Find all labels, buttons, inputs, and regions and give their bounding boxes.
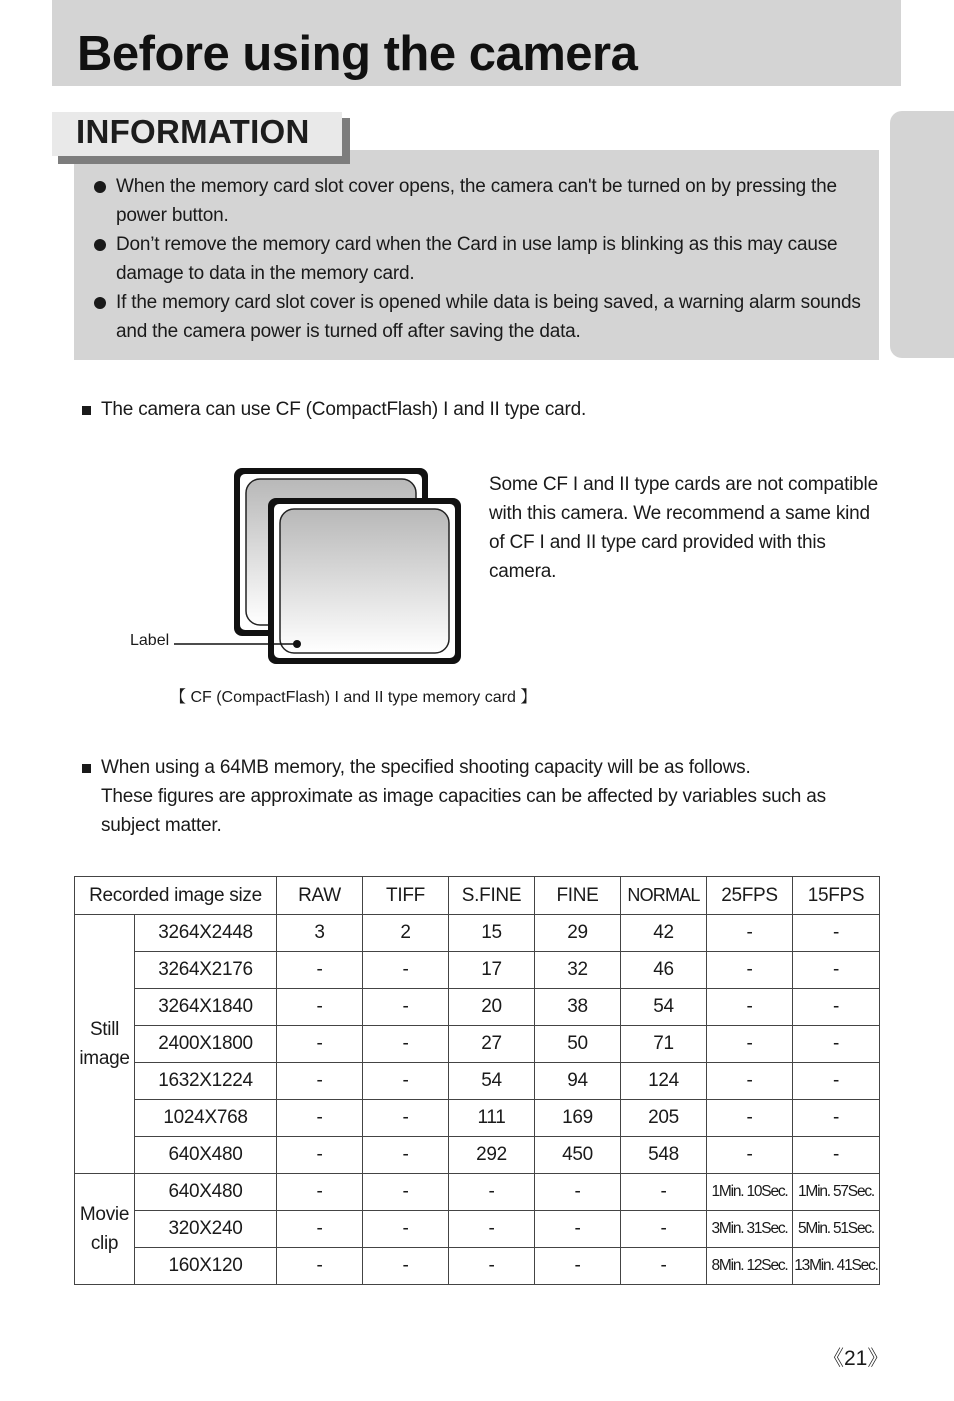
group-label: Movie clip [75, 1174, 135, 1285]
capacity-cell: 450 [535, 1137, 621, 1174]
capacity-cell: - [277, 1026, 363, 1063]
shooting-capacity-table [74, 876, 880, 1285]
capacity-cell: 50 [535, 1026, 621, 1063]
square-bullet-icon [82, 406, 91, 415]
table-row [75, 1248, 880, 1285]
image-size-cell: 3264X2448 [135, 915, 277, 952]
table-row [75, 1026, 880, 1063]
capacity-cell: - [363, 1063, 449, 1100]
table-row [75, 1211, 880, 1248]
capacity-cell: 8Min. 12Sec. [707, 1248, 793, 1285]
header-sfine: S.FINE [449, 877, 535, 915]
capacity-cell: - [277, 1211, 363, 1248]
table-row [75, 1100, 880, 1137]
capacity-cell: 1Min. 57Sec. [793, 1174, 880, 1211]
capacity-cell: - [707, 1100, 793, 1137]
capacity-cell: - [449, 1174, 535, 1211]
capacity-cell: - [707, 952, 793, 989]
capacity-cell: - [793, 1026, 880, 1063]
capacity-cell: - [793, 1137, 880, 1174]
capacity-cell: - [793, 1100, 880, 1137]
capacity-cell: 2 [363, 915, 449, 952]
capacity-cell: - [793, 1063, 880, 1100]
label-point [293, 640, 301, 648]
image-size-cell: 3264X1840 [135, 989, 277, 1026]
capacity-cell: 548 [621, 1137, 707, 1174]
capacity-cell: - [793, 952, 880, 989]
capacity-cell: 94 [535, 1063, 621, 1100]
group-label: Still image [75, 915, 135, 1174]
capacity-cell: 3 [277, 915, 363, 952]
capacity-cell: 169 [535, 1100, 621, 1137]
capacity-cell: 32 [535, 952, 621, 989]
capacity-cell: - [535, 1211, 621, 1248]
capacity-cell: 292 [449, 1137, 535, 1174]
capacity-cell: 38 [535, 989, 621, 1026]
section-header: INFORMATION [76, 113, 310, 150]
capacity-cell: - [363, 952, 449, 989]
capacity-cell: - [363, 1100, 449, 1137]
side-tab [890, 111, 954, 358]
capacity-cell: - [707, 1026, 793, 1063]
table-row [75, 952, 880, 989]
capacity-cell: 124 [621, 1063, 707, 1100]
figure-caption: 【 CF (CompactFlash) I and II type memory card 】 [170, 689, 537, 706]
table-header-row [75, 877, 880, 915]
capacity-cell: - [793, 989, 880, 1026]
capacity-cell: 20 [449, 989, 535, 1026]
image-size-cell: 640X480 [135, 1174, 277, 1211]
header-15fps: 15FPS [793, 877, 880, 915]
header-fine: FINE [535, 877, 621, 915]
square-bullet-icon [82, 764, 91, 773]
table-row [75, 1063, 880, 1100]
capacity-cell: 71 [621, 1026, 707, 1063]
capacity-cell: 54 [449, 1063, 535, 1100]
capacity-cell: 27 [449, 1026, 535, 1063]
info-bullet: When the memory card slot cover opens, the camera can't be turned on by pressing the power button. [94, 172, 864, 230]
cf-compatibility-text: Some CF I and II type cards are not compatible with this camera. We recommend a same kind of CF I and II type card provided with this camera. [489, 474, 878, 582]
capacity-cell: - [363, 1174, 449, 1211]
capacity-cell: 111 [449, 1100, 535, 1137]
capacity-cell: - [363, 1248, 449, 1285]
capacity-cell: - [277, 1174, 363, 1211]
image-size-cell: 1024X768 [135, 1100, 277, 1137]
page-number: 《21》 [823, 1347, 889, 1370]
capacity-cell: 5Min. 51Sec. [793, 1211, 880, 1248]
capacity-cell: 17 [449, 952, 535, 989]
image-size-cell: 160X120 [135, 1248, 277, 1285]
table-row [75, 1174, 880, 1211]
image-size-cell: 2400X1800 [135, 1026, 277, 1063]
capacity-cell: - [621, 1211, 707, 1248]
capacity-cell: - [707, 1063, 793, 1100]
capacity-cell: - [449, 1211, 535, 1248]
table-row [75, 1137, 880, 1174]
table-row [75, 989, 880, 1026]
capacity-cell: 1Min. 10Sec. [707, 1174, 793, 1211]
capacity-cell: 3Min. 31Sec. [707, 1211, 793, 1248]
capacity-cell: - [707, 1137, 793, 1174]
capacity-cell: - [449, 1248, 535, 1285]
table-body [75, 915, 880, 1285]
bullet-icon [94, 297, 106, 309]
capacity-cell: - [535, 1174, 621, 1211]
capacity-cell: - [707, 915, 793, 952]
capacity-cell: - [363, 1026, 449, 1063]
table-row [75, 915, 880, 952]
info-bullet: Don’t remove the memory card when the Card in use lamp is blinking as this may cause damage to data in the memory card. [94, 230, 864, 288]
capacity-cell: - [277, 1248, 363, 1285]
cf-card-illustration [120, 462, 480, 672]
image-size-cell: 320X240 [135, 1211, 277, 1248]
capacity-cell: - [277, 1100, 363, 1137]
capacity-cell: 15 [449, 915, 535, 952]
header-raw: RAW [277, 877, 363, 915]
capacity-note: When using a 64MB memory, the specified shooting capacity will be as follows. These figures are approximate as image capacities can be affected by variables such as subject matter. [82, 753, 882, 840]
cf-type-note: The camera can use CF (CompactFlash) I and II type card. [82, 395, 882, 424]
capacity-cell: - [621, 1248, 707, 1285]
page-title: Before using the camera [77, 27, 638, 81]
capacity-cell: 46 [621, 952, 707, 989]
capacity-cell: 42 [621, 915, 707, 952]
info-bullet: If the memory card slot cover is opened while data is being saved, a warning alarm sounds and the camera power is turned off after saving the data. [94, 288, 864, 346]
bullet-icon [94, 239, 106, 251]
capacity-cell: - [277, 1063, 363, 1100]
capacity-cell: - [707, 989, 793, 1026]
card-label-callout: Label [130, 632, 170, 649]
capacity-cell: - [363, 1137, 449, 1174]
capacity-cell: - [363, 989, 449, 1026]
capacity-cell: - [793, 915, 880, 952]
image-size-cell: 640X480 [135, 1137, 277, 1174]
capacity-cell: - [277, 952, 363, 989]
bullet-icon [94, 181, 106, 193]
capacity-cell: - [535, 1248, 621, 1285]
header-25fps: 25FPS [707, 877, 793, 915]
capacity-cell: - [621, 1174, 707, 1211]
header-tiff: TIFF [363, 877, 449, 915]
header-image-size: Recorded image size [75, 877, 277, 915]
cf-card-front [268, 498, 461, 664]
capacity-cell: 205 [621, 1100, 707, 1137]
image-size-cell: 3264X2176 [135, 952, 277, 989]
capacity-cell: - [277, 989, 363, 1026]
capacity-cell: 54 [621, 989, 707, 1026]
image-size-cell: 1632X1224 [135, 1063, 277, 1100]
information-bullets [94, 172, 864, 346]
capacity-cell: 29 [535, 915, 621, 952]
capacity-cell: - [363, 1211, 449, 1248]
header-normal: NORMAL [621, 877, 707, 915]
capacity-cell: - [277, 1137, 363, 1174]
capacity-cell: 13Min. 41Sec. [793, 1248, 880, 1285]
